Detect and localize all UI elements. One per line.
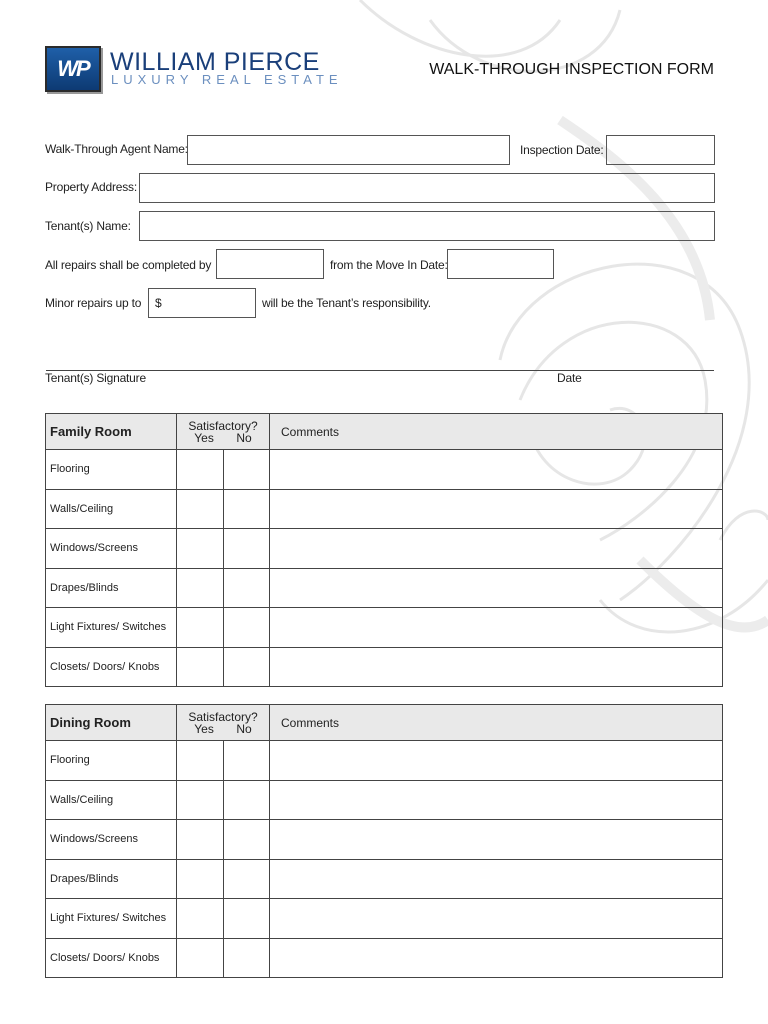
signature-date-label: Date (557, 371, 582, 385)
tenant-responsibility-label: will be the Tenant’s responsibility. (262, 296, 431, 310)
tenant-name-field[interactable] (139, 211, 715, 241)
comments-header: Comments (270, 414, 723, 450)
comments-cell[interactable] (270, 899, 723, 939)
no-cell[interactable] (224, 647, 270, 687)
table-row (46, 938, 723, 978)
table-row (46, 780, 723, 820)
table-row (46, 529, 723, 569)
comments-cell[interactable] (270, 780, 723, 820)
family-room-table (45, 413, 723, 687)
inspection-date-label: Inspection Date: (520, 143, 604, 157)
table-row (46, 489, 723, 529)
logo-initials: WP (57, 56, 89, 81)
yes-cell[interactable] (177, 489, 224, 529)
satisfactory-header (177, 705, 270, 741)
table-row (46, 568, 723, 608)
tenant-name-label: Tenant(s) Name: (45, 219, 131, 233)
yes-cell[interactable] (177, 450, 224, 490)
property-address-field[interactable] (139, 173, 715, 203)
comments-cell[interactable] (270, 741, 723, 781)
repairs-days-field[interactable] (216, 249, 324, 279)
currency-symbol: $ (155, 296, 162, 310)
yes-cell[interactable] (177, 938, 224, 978)
no-cell[interactable] (224, 820, 270, 860)
no-cell[interactable] (224, 780, 270, 820)
comments-cell[interactable] (270, 820, 723, 860)
dining-room-table (45, 704, 723, 978)
yes-header: Yes (194, 430, 214, 445)
yes-cell[interactable] (177, 859, 224, 899)
comments-cell[interactable] (270, 938, 723, 978)
brand-name: WILLIAM PIERCE (110, 48, 320, 76)
table-row (46, 859, 723, 899)
yes-cell[interactable] (177, 741, 224, 781)
satisfactory-label: Satisfactory? (188, 709, 258, 724)
form-title: WALK-THROUGH INSPECTION FORM (429, 61, 714, 78)
comments-cell[interactable] (270, 450, 723, 490)
no-header: No (236, 721, 252, 736)
item-label: Closets/ Doors/ Knobs (46, 938, 177, 978)
minor-repairs-amount-field[interactable] (148, 288, 256, 318)
table-row (46, 741, 723, 781)
comments-cell[interactable] (270, 608, 723, 648)
item-label: Flooring (46, 741, 177, 781)
table-header-row (46, 414, 723, 450)
comments-cell[interactable] (270, 529, 723, 569)
table-row (46, 608, 723, 648)
yes-cell[interactable] (177, 899, 224, 939)
satisfactory-label: Satisfactory? (188, 418, 258, 433)
signature-line[interactable] (46, 370, 714, 371)
yes-cell[interactable] (177, 568, 224, 608)
item-label: Windows/Screens (46, 529, 177, 569)
table-header-row (46, 705, 723, 741)
no-cell[interactable] (224, 568, 270, 608)
tenant-signature-label: Tenant(s) Signature (45, 371, 146, 385)
table-row (46, 450, 723, 490)
no-cell[interactable] (224, 899, 270, 939)
brand-tagline: LUXURY REAL ESTATE (111, 72, 343, 87)
comments-header: Comments (270, 705, 723, 741)
no-cell[interactable] (224, 938, 270, 978)
satisfactory-header (177, 414, 270, 450)
agent-name-label: Walk-Through Agent Name: (45, 142, 188, 156)
yes-cell[interactable] (177, 820, 224, 860)
no-cell[interactable] (224, 608, 270, 648)
item-label: Drapes/Blinds (46, 568, 177, 608)
item-label: Walls/Ceiling (46, 489, 177, 529)
table-row (46, 647, 723, 687)
item-label: Light Fixtures/ Switches (46, 899, 177, 939)
no-cell[interactable] (224, 859, 270, 899)
yes-cell[interactable] (177, 608, 224, 648)
yes-cell[interactable] (177, 647, 224, 687)
agent-name-field[interactable] (187, 135, 510, 165)
comments-cell[interactable] (270, 568, 723, 608)
no-cell[interactable] (224, 489, 270, 529)
move-in-date-label: from the Move In Date: (330, 258, 448, 272)
item-label: Windows/Screens (46, 820, 177, 860)
room-title: Dining Room (46, 705, 177, 741)
yes-cell[interactable] (177, 529, 224, 569)
item-label: Flooring (46, 450, 177, 490)
property-address-label: Property Address: (45, 180, 137, 194)
repairs-deadline-label: All repairs shall be completed by (45, 258, 212, 272)
no-header: No (236, 430, 252, 445)
no-cell[interactable] (224, 450, 270, 490)
room-title: Family Room (46, 414, 177, 450)
company-logo (45, 46, 101, 92)
item-label: Walls/Ceiling (46, 780, 177, 820)
comments-cell[interactable] (270, 647, 723, 687)
yes-cell[interactable] (177, 780, 224, 820)
table-row (46, 899, 723, 939)
no-cell[interactable] (224, 741, 270, 781)
move-in-date-field[interactable] (447, 249, 554, 279)
no-cell[interactable] (224, 529, 270, 569)
table-row (46, 820, 723, 860)
item-label: Closets/ Doors/ Knobs (46, 647, 177, 687)
inspection-date-field[interactable] (606, 135, 715, 165)
item-label: Drapes/Blinds (46, 859, 177, 899)
yes-header: Yes (194, 721, 214, 736)
minor-repairs-label: Minor repairs up to (45, 296, 142, 310)
comments-cell[interactable] (270, 859, 723, 899)
item-label: Light Fixtures/ Switches (46, 608, 177, 648)
comments-cell[interactable] (270, 489, 723, 529)
